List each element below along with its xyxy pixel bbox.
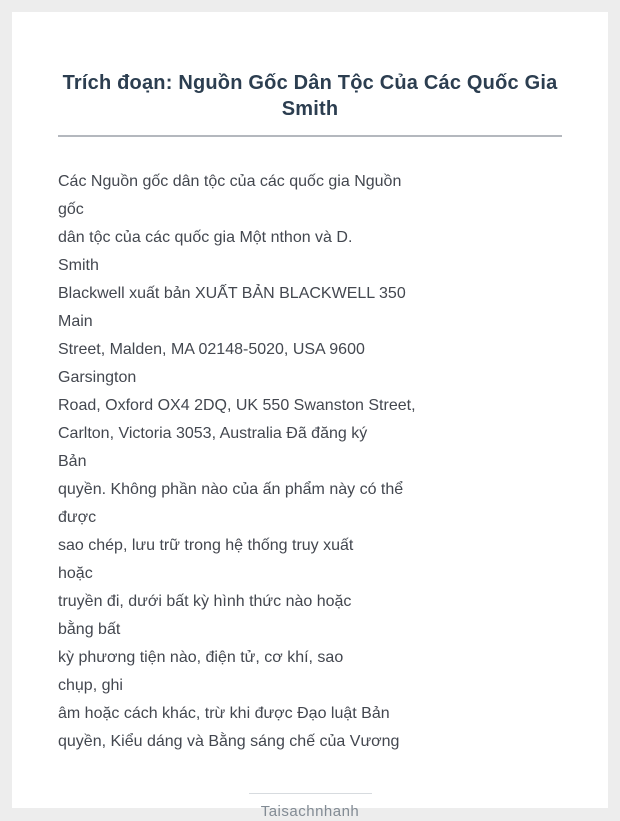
body-line: âm hoặc cách khác, trừ khi được Đạo luật Bản (58, 705, 390, 722)
body-line: sao chép, lưu trữ trong hệ thống truy xuất (58, 537, 354, 554)
excerpt-body (58, 168, 562, 756)
body-line: hoặc (58, 565, 93, 582)
page-footer (58, 793, 562, 821)
body-line: kỳ phương tiện nào, điện tử, cơ khí, sao (58, 649, 344, 666)
body-line: dân tộc của các quốc gia Một nthon và D. (58, 229, 353, 246)
footer-brand: Taisachnhanh (260, 803, 360, 820)
body-line: được (58, 509, 97, 526)
footer-divider (249, 793, 372, 794)
body-line: Garsington (58, 369, 137, 386)
body-line: Street, Malden, MA 02148-5020, USA 9600 (58, 341, 365, 358)
body-line: Main (58, 313, 93, 330)
body-line: Các Nguồn gốc dân tộc của các quốc gia Nguồn (58, 173, 402, 190)
body-line: chụp, ghi (58, 677, 123, 694)
body-line: Bản (58, 453, 87, 470)
body-line: Smith (58, 257, 99, 274)
body-line: quyền, Kiểu dáng và Bằng sáng chế của Vương (58, 733, 400, 750)
body-line: Carlton, Victoria 3053, Australia Đã đăng ký (58, 425, 368, 442)
body-line: gốc (58, 201, 84, 218)
body-line: quyền. Không phần nào của ấn phẩm này có thể (58, 481, 404, 498)
body-line: Blackwell xuất bản XUẤT BẢN BLACKWELL 350 (58, 285, 406, 302)
body-line: bằng bất (58, 621, 121, 638)
body-line: Road, Oxford OX4 2DQ, UK 550 Swanston Street, (58, 397, 416, 414)
title-divider (58, 135, 562, 137)
body-line: truyền đi, dưới bất kỳ hình thức nào hoặc (58, 593, 352, 610)
document-page (12, 12, 608, 820)
page-title: Trích đoạn: Nguồn Gốc Dân Tộc Của Các Quốc Gia Smith (62, 72, 558, 120)
